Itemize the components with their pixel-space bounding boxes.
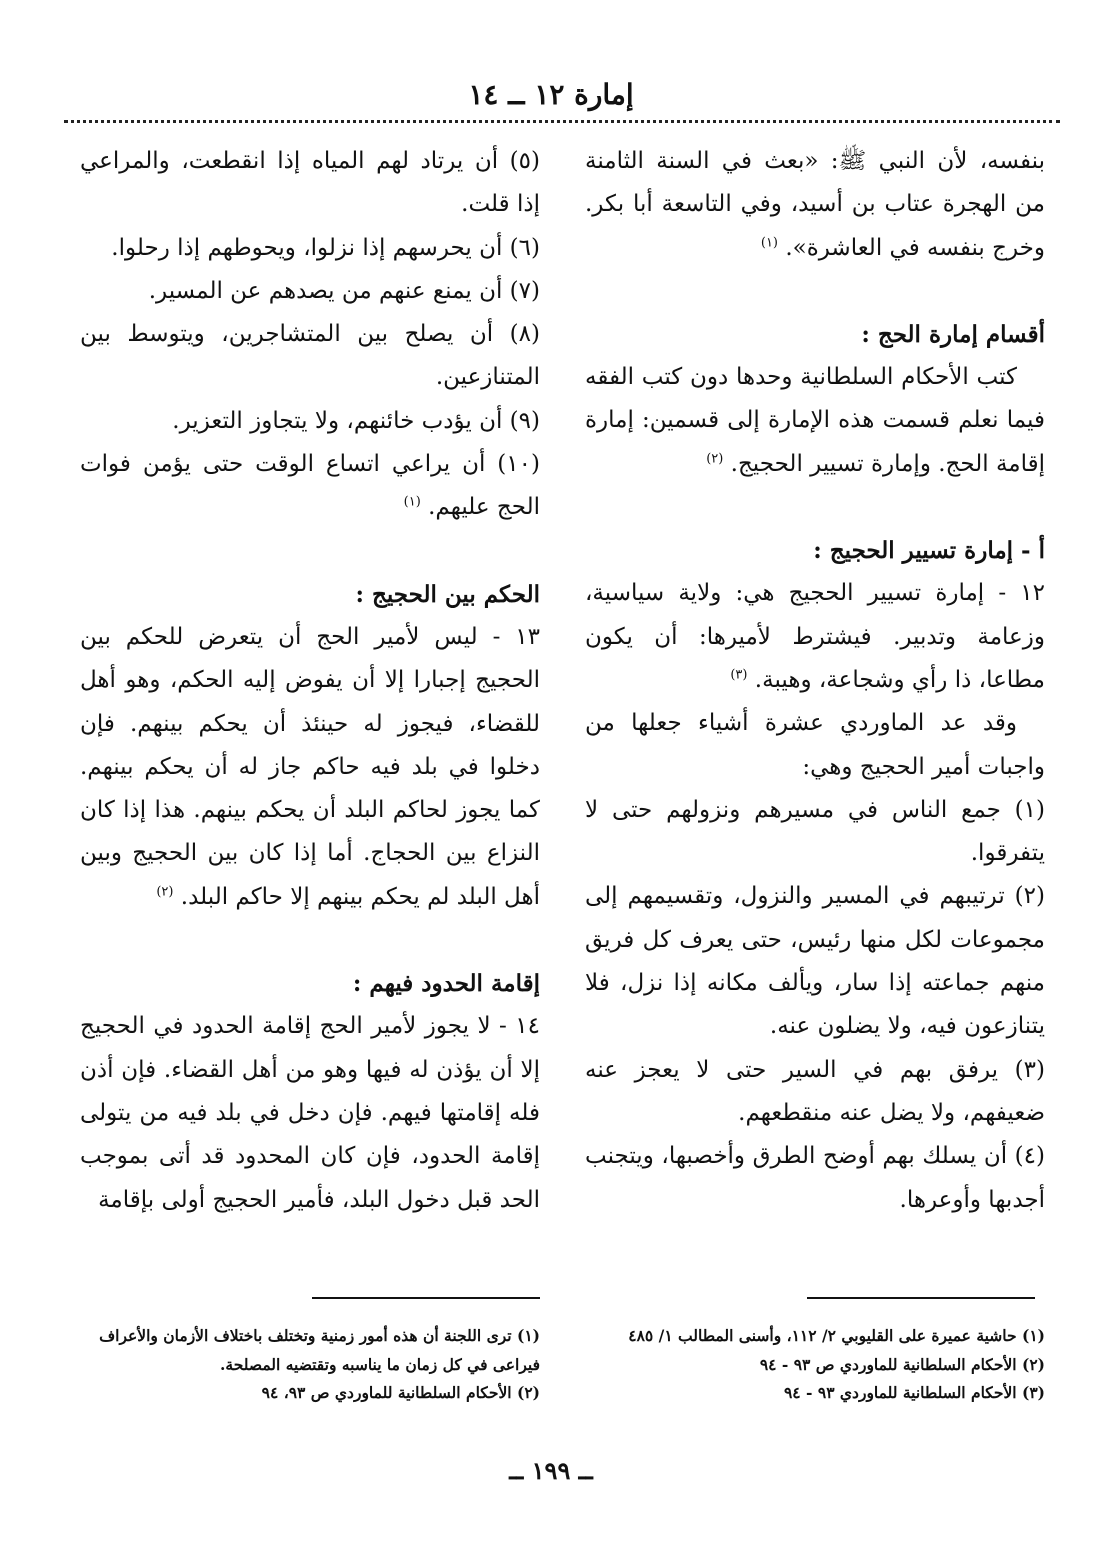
paragraph (585, 140, 1045, 270)
paragraph-text: (٣) يرفق بهم في السير حتى لا يعجز عنه ضعيفهم، ولا يضل عنه منقطعهم. (585, 1056, 1045, 1126)
paragraph (80, 140, 540, 227)
paragraph (80, 443, 540, 530)
paragraph (585, 875, 1045, 1048)
footnote: (٢) الأحكام السلطانية للماوردي ص ٩٣، ٩٤ (261, 1383, 540, 1402)
paragraph-text: ١٣ - ليس لأمير الحج أن يتعرض للحكم بين الحجيج إجبارا إلا أن يفوض إليه الحكم، وهو أهل للقضاء، فيجوز له حينئذ أن يحكم بينهم. فإن دخلوا في بلد فيه حاكم جاز له أن يحكم بينهم. كما يجوز لحاكم البلد أن يحكم بينهم. هذا إذا كان النزاع بين الحجاج. أما إذا كان بين الحجيج وبين أهل البلد لم يحكم بينهم إلا حاكم البلد. (80, 623, 540, 910)
running-header: إمارة ١٢ ــ ١٤ (468, 78, 634, 111)
footnotes-left (80, 1322, 540, 1408)
paragraph-text: أ - إمارة تسيير الحجيج : (813, 537, 1045, 565)
paragraph-text: ١٤ - لا يجوز لأمير الحج إقامة الحدود في الحجيج إلا أن يؤذن له فيها وهو من أهل القضاء. فإن أذن فله إقامتها فيهم. فإن دخل في بلد فيه من يتولى إقامة الحدود، فإن كان المحدود قد أتى بموجب الحد قبل دخول البلد، فأمير الحجيج أولى بإقامة (80, 1013, 540, 1213)
paragraph-text: (٢) ترتيبهم في المسير والنزول، وتقسيمهم إلى مجموعات لكل منها رئيس، حتى يعرف كل فريق منهم جماعته إذا سار، ويألف مكانه إذا نزل، فلا يتنازعون فيه، ولا يضلون عنه. (585, 883, 1045, 1040)
paragraph (80, 270, 540, 313)
paragraph (80, 1005, 540, 1221)
paragraph-text: (٨) أن يصلح بين المتشاجرين، ويتوسط بين المتنازعين. (80, 321, 540, 391)
footnote-marker: (١) (403, 494, 421, 510)
footnote-marker: (٢) (706, 451, 724, 467)
paragraph-text: (٧) أن يمنع عنهم من يصدهم عن المسير. (148, 277, 540, 304)
section-heading (585, 529, 1045, 572)
left-column (80, 140, 540, 1222)
right-column (585, 140, 1045, 1222)
paragraph (585, 356, 1045, 486)
page-number: ــ ١٩٩ ــ (509, 1456, 593, 1485)
paragraph-text: ١٢ - إمارة تسيير الحجيج هي: ولاية سياسية، وزعامة وتدبير. فيشترط لأميرها: أن يكون مطاعا، ذا رأي وشجاعة، وهيبة. (585, 580, 1045, 693)
paragraph (80, 616, 540, 919)
footnote: (١) ترى اللجنة أن هذه أمور زمنية وتختلف باختلاف الأزمان والأعراف فيراعى في كل زمان ما يناسبه وتقتضيه المصلحة. (99, 1326, 540, 1374)
section-heading (80, 573, 540, 616)
section-heading (80, 962, 540, 1005)
paragraph (80, 313, 540, 400)
paragraph-text: (٦) أن يحرسهم إذا نزلوا، ويحوطهم إذا رحلوا. (111, 234, 540, 261)
footnote-marker: (١) (760, 234, 778, 250)
footnote-marker: (٣) (730, 667, 748, 683)
paragraph-text: (١) جمع الناس في مسيرهم ونزولهم حتى لا يتفرقوا. (585, 796, 1045, 867)
paragraph-gap (80, 530, 540, 573)
footnote: (٢) الأحكام السلطانية للماوردي ص ٩٣ - ٩٤ (759, 1354, 1045, 1374)
paragraph-gap (80, 919, 540, 962)
paragraph (585, 1049, 1045, 1136)
footnote: (١) حاشية عميرة على القليوبي ٢/ ١١٢، وأسنى المطالب ١/ ٤٨٥ (628, 1326, 1045, 1345)
paragraph-text: (٤) أن يسلك بهم أوضح الطرق وأخصبها، ويتجنب أجدبها وأوعرها. (585, 1143, 1045, 1213)
paragraph (585, 1135, 1045, 1222)
header-dotted-rule (64, 120, 1060, 123)
paragraph (80, 227, 540, 270)
paragraph (585, 789, 1045, 876)
footnotes-right (585, 1322, 1045, 1408)
footnote-marker: (٢) (156, 884, 174, 900)
paragraph-text: بنفسه، لأن النبي ﷺ: «بعث في السنة الثامنة من الهجرة عتاب بن أسيد، وفي التاسعة أبا بكر. وخرج بنفسه في العاشرة». (585, 148, 1045, 261)
footnote-rule-right (807, 1297, 1035, 1299)
paragraph-text: كتب الأحكام السلطانية وحدها دون كتب الفقه فيما نعلم قسمت هذه الإمارة إلى قسمين: إمارة إقامة الحج. وإمارة تسيير الحجيج. (585, 364, 1045, 477)
paragraph-text: إقامة الحدود فيهم : (352, 970, 540, 998)
paragraph-gap (585, 270, 1045, 313)
paragraph-text: الحكم بين الحجيج : (355, 580, 540, 608)
paragraph (80, 400, 540, 443)
paragraph-text: أقسام إمارة الحج : (861, 320, 1045, 348)
footnote-rule-left (312, 1297, 540, 1299)
paragraph (585, 572, 1045, 702)
paragraph-text: (٩) أن يؤدب خائنهم، ولا يتجاوز التعزير. (172, 407, 540, 434)
paragraph-text: (٥) أن يرتاد لهم المياه إذا انقطعت، والمراعي إذا قلت. (80, 148, 540, 218)
footnote: (٣) الأحكام السلطانية للماوردي ٩٣ - ٩٤ (783, 1383, 1045, 1402)
paragraph-text: وقد عد الماوردي عشرة أشياء جعلها من واجبات أمير الحجيج وهي: (585, 710, 1045, 780)
paragraph (585, 702, 1045, 789)
paragraph-text: (١٠) أن يراعي اتساع الوقت حتى يؤمن فوات الحج عليهم. (80, 451, 540, 521)
section-heading (585, 313, 1045, 356)
paragraph-gap (585, 486, 1045, 529)
